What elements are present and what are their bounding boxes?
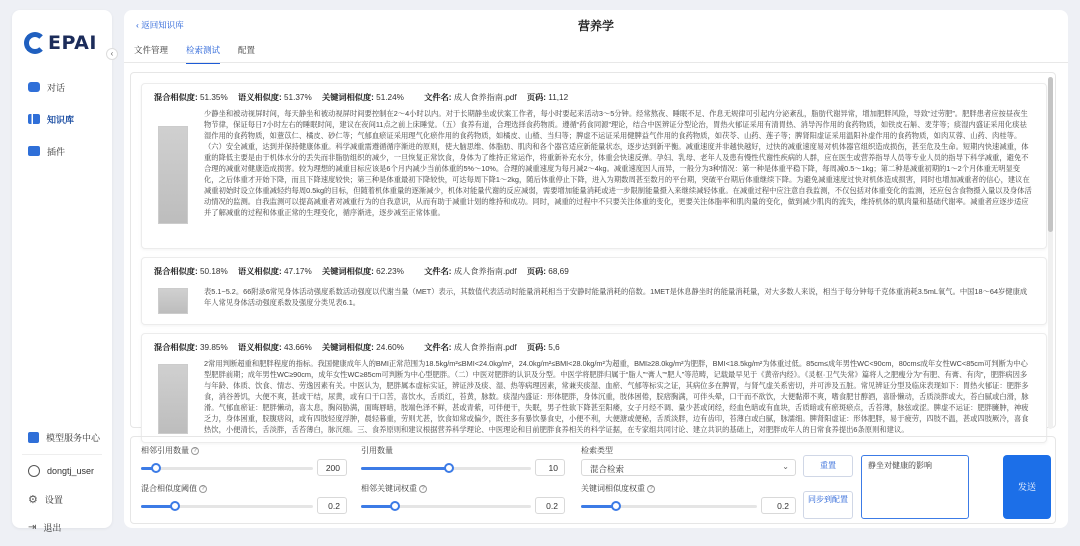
sidebar-item-chat[interactable] [22, 78, 102, 96]
sidebar-item-plugin[interactable] [22, 142, 102, 160]
keyword-similarity-weight-label [581, 483, 655, 494]
max-results-label: 引用数量 [361, 446, 393, 455]
help-icon[interactable]: ? [647, 485, 655, 493]
filename-label: 文件名: [424, 267, 452, 276]
search-type-value: 混合检索 [590, 464, 625, 474]
search-type-label: 检索类型 [581, 446, 613, 455]
hybrid-label: 混合相似度: [154, 267, 198, 276]
result-card[interactable] [141, 333, 1047, 443]
scroll-thumb[interactable] [1048, 77, 1053, 232]
sidebar-collapse-button[interactable]: ‹ [106, 48, 118, 60]
tab-config[interactable]: 配置 [238, 45, 256, 55]
hybrid-label: 混合相似度: [154, 343, 198, 352]
hybrid-threshold-slider[interactable] [141, 499, 313, 513]
sidebar-item-label: 对话 [47, 82, 66, 93]
tabs-divider [124, 62, 1068, 63]
filename-label: 文件名: [424, 343, 452, 352]
semantic-value: 43.66% [283, 343, 312, 352]
page-value: 11,12 [548, 93, 569, 102]
page-label: 页码: [526, 93, 546, 102]
filename-label: 文件名: [424, 93, 452, 102]
keyword-similarity-weight-slider[interactable] [581, 499, 757, 513]
result-text: 2常用判断超重和肥胖程度的指标。我国健康成年人的BMI正常范围为18.5kg/m²≤BMI<24.0kg/m²，24.0kg/m²≤BMI<28.0kg/m²为超重，BMI≥28.0kg/m²为肥胖，BMI<18.5kg/m²为体重过低。85cm≤成年男性WC<90cm，80cm≤成年女性WC<85cm可判断为中心型肥胖前期；成年男性WC≥90cm，成年女性WC≥85cm可判断为中心型肥胖。（二）中医对肥胖的认识及分型。中医学将肥胖归属于“脂人”“膏人”“肥人”等范畴，记载最早见于《黄帝内经》。《灵枢·卫气失常》篇将人之肥瘦分为“有肥、有膏、有肉”，肥胖病因多与年龄、体质、饮食、情志、劳逸因素有关。中医认为，肥胖属本虚标实证，辨证涉及痰、湿、热等病理因素，常兼夹痰湿、血瘀、气郁等标实之证，其病位多在脾胃，与肾气虚关系密切，并可涉及五脏。常见辨证分型及临床表现如下：胃热火郁证：肥胖多食，消谷善饥，大便不爽，甚或干结，尿黄，或有口干口苦，喜饮水，舌质红，苔黄，脉数。痰湿内盛证：形体肥胖，身体沉重，肢体困倦，脘痞胸满，可伴头晕，口干而不欲饮，大便黏滞不爽，嗜食肥甘醇酒，喜卧懒动，舌质淡胖或大，苔白腻或白滑，脉滑。气郁血瘀证：肥胖懒动，喜太息，胸闷胁满，面晦唇暗，肢端色泽不鲜，甚或青紫，可伴便干，失眠，男子性欲下降甚至阳痿，女子月经不调、量少甚或闭经，经血色暗或有血块，舌质暗或有瘀斑瘀点，舌苔薄，脉弦或涩。脾虚不运证：肥胖臃肿，神疲乏力，身体困重，脘腹痞闷，或有四肢轻度浮肿，晨轻暮重，劳则尤甚，饮食如常或偏少，既往多有暴饮暴食史，小便不利，大便溏或便秘，舌质淡胖，边有齿印，苔薄白或白腻，脉濡细。脾肾阳虚证：形体肥胖，易于疲劳，四肢不温，甚或四肢厥冷，喜食热饮，小便清长，舌淡胖，舌苔薄白，脉沉细。三、食养原则和建议根据营养科学理论、中医理论和目前肥胖食养相关的科学证据，在专家组共同讨论、建立共识的基础上，对肥胖成年人的日常食养提出6条原则和建议。 [204, 359, 1029, 434]
keyword-label: 关键词相似度: [322, 267, 374, 276]
document-thumbnail [158, 364, 188, 434]
result-card[interactable] [141, 83, 1047, 249]
slider-knob[interactable] [390, 501, 400, 511]
sidebar-item-user[interactable] [22, 462, 102, 480]
help-icon[interactable]: ? [199, 485, 207, 493]
result-header [154, 266, 577, 277]
sidebar-item-label: 设置 [44, 494, 63, 505]
top-k-label [141, 445, 199, 456]
document-thumbnail [158, 288, 188, 314]
tab-file-management[interactable]: 文件管理 [134, 45, 169, 55]
top-k-slider[interactable] [141, 461, 313, 475]
hybrid-value: 50.18% [199, 267, 228, 276]
results-scrollbar[interactable] [1048, 77, 1053, 429]
keyword-weight-slider[interactable] [361, 499, 531, 513]
keyword-label: 关键词相似度: [322, 343, 374, 352]
result-text: 少静坐和被动视屏时间，每天静坐和被动视屏时间要控制在2～4小时以内。对于长期静坐或伏案工作者，每小时要起来活动3～5分钟。经常熬夜、睡眠不足、作息无规律可引起内分泌紊乱，脂肪代谢异常，增加肥胖风险，导致“过劳肥”。肥胖患者应按昼夜生物节律，保证每日7小时左右的睡眠时间，建议在夜间11点之前上床睡觉。（五）食养有道，合理选择食药物质。遵循“药食同源”理论，结合中医辨证分型论治，胃热火郁证采用有清胃热、消导泻作用的食药物质，如铁皮石斛、麦芽等；痰湿内盛证采用化痰祛湿作用的食药物质，如薏苡仁、橘皮、砂仁等；气郁血瘀证采用理气化瘀作用的食药物质，如橘皮、山楂、当归等；脾虚不运证采用健脾益气作用的食药物质，如茯苓、山药、莲子等；脾肾阳虚证采用温阳补虚作用的食药物质，如肉苁蓉、山药、肉桂等。（六）安全减重，达到并保持健康体重。科学减重需遵循循序渐进的原则，使大脑思维、体脂肪、肌肉和各个器官适应新能量状态，逐步达到新平衡。减重速度并非越快越好，过快的减重速度易对机体器官组织造成损伤，甚至危及生命。短期内快速减重，体重的降低主要是由于机体水分的丢失而非脂肪组织的减少，一旦恢复正常饮食，身体为了维持正常运作，将重新补充水分，体重会快速反弹。孕妇、乳母、老年人及患有慢性代谢性疾病的人群，应在医生或营养指导人员等专业人员的指导下科学减重，避免不合理的减重对健康造成损害。较为理想的减重目标应该是6个月内减少当前体重的5%～10%。合理的减重速度为每月减2～4kg。减重速度因人而异，一般分为3种情况：第一种是体重平稳下降，每周减0.5～1kg；第二种是减重初期的1～2个月体重无明显变化，之后体重才开始下降，而且下降速度较快；第三种是体重最初下降较快，可达每周下降1～2kg，随后体重停止下降，进入为期数周甚至数月的平台期，突破平台期后体重继续下降。为避免减重速度过快对机体造成损害，同时也增加减重者的信心，建议在减重初始时设立体重减轻约每周0.5kg的目标，但随着机体重量的逐渐减少，机体对能量代谢的反应减弱，需要增加能量消耗或进一步限制能量摄入来继续减轻体重。在减重过程中应注意自我监测，不仅包括对体重变化的监测，还应包含食物摄入量以及身体活动情况的监测。自我监测可以提高减重者对减重行为的自我意识，从而有助于减重计划的维持和成功。同时，减重的过程中不只要关注体重的变化，更要关注体脂率和肌肉量的变化，做到减少肌肉的流失，维持机体的肌肉量和基础代谢率。减重者应逐步适应并了解减重的过程和体重正常的生理变化，循序渐进，逐步减至正常体重。 [204, 109, 1032, 217]
result-header [154, 342, 568, 353]
hybrid-value: 39.85% [199, 343, 228, 352]
semantic-value: 47.17% [283, 267, 312, 276]
hybrid-label: 混合相似度: [154, 93, 198, 102]
keyword-weight-label-text: 相邻关键词权重 [361, 484, 417, 493]
filename-value: 成人食养指南.pdf [453, 343, 517, 352]
sidebar-item-model-service[interactable] [22, 428, 102, 446]
top-k-label-text: 相邻引用数量 [141, 446, 189, 455]
sidebar-user-section [12, 462, 112, 546]
keyword-similarity-weight-label-text: 关键词相似度权重 [581, 484, 645, 493]
page-title: 营养学 [577, 19, 614, 33]
page-label: 页码: [526, 267, 546, 276]
plugin-icon [28, 146, 40, 156]
logout-icon: ⇥ [28, 521, 37, 533]
sidebar-divider [22, 454, 102, 455]
keyword-similarity-weight-input[interactable]: 0.2 [761, 497, 796, 514]
back-label: 返回知识库 [141, 20, 184, 30]
result-header [154, 92, 576, 103]
logo-mark-icon [24, 32, 46, 54]
page-value: 5,6 [548, 343, 560, 352]
slider-track [141, 467, 313, 470]
model-service-icon [28, 432, 39, 443]
sidebar-bottom [12, 428, 112, 456]
help-icon[interactable]: ? [191, 447, 199, 455]
filename-value: 成人食养指南.pdf [453, 93, 517, 102]
sync-to-config-button[interactable]: 同步到配置 [803, 491, 853, 519]
hybrid-threshold-label [141, 483, 207, 494]
max-results-slider[interactable] [361, 461, 531, 475]
query-input[interactable]: 静坐对健康的影响 [861, 455, 969, 519]
results-list [130, 72, 1056, 434]
keyword-value: 62.23% [376, 267, 404, 276]
help-icon[interactable]: ? [419, 485, 427, 493]
search-type-select[interactable] [581, 459, 796, 476]
top-k-input[interactable]: 200 [317, 459, 347, 476]
keyword-label: 关键词相似度: [322, 93, 374, 102]
slider-knob[interactable] [444, 463, 454, 473]
result-card[interactable] [141, 257, 1047, 325]
slider-knob[interactable] [170, 501, 180, 511]
slider-knob[interactable] [611, 501, 621, 511]
logo[interactable] [24, 32, 97, 54]
tab-retrieval-test[interactable]: 检索测试 [186, 44, 220, 64]
sidebar-nav [12, 70, 112, 174]
reset-button[interactable]: 重置 [803, 455, 853, 477]
page-label: 页码: [526, 343, 546, 352]
keyword-weight-input[interactable]: 0.2 [535, 497, 565, 514]
sidebar-item-label: 模型服务中心 [46, 432, 101, 443]
chevron-down-icon: ⌄ [782, 462, 789, 471]
page-value: 68,69 [548, 267, 569, 276]
filename-value: 成人食养指南.pdf [453, 267, 517, 276]
semantic-label: 语义相似度: [238, 267, 282, 276]
semantic-value: 51.37% [283, 93, 312, 102]
keyword-value: 51.24% [376, 93, 404, 102]
chevron-left-icon: ‹ [136, 20, 142, 30]
sidebar-item-label: 退出 [43, 522, 62, 533]
slider-fill [361, 467, 449, 470]
hybrid-value: 51.35% [199, 93, 228, 102]
sidebar-item-settings[interactable] [22, 490, 102, 508]
slider-knob[interactable] [151, 463, 161, 473]
send-button[interactable]: 发送 [1003, 455, 1051, 519]
gear-icon: ⚙ [28, 493, 38, 506]
semantic-label: 语义相似度: [238, 343, 282, 352]
keyword-value: 24.60% [376, 343, 404, 352]
keyword-weight-label [361, 483, 427, 494]
hybrid-threshold-label-text: 混合相似度阈值 [141, 484, 197, 493]
chat-icon [28, 82, 40, 92]
sidebar [12, 10, 112, 533]
logo-text: EPAI [48, 32, 97, 54]
sidebar-item-label: 插件 [47, 146, 66, 157]
user-icon [28, 465, 40, 477]
knowledge-base-icon [28, 114, 40, 124]
document-thumbnail [158, 126, 188, 224]
semantic-label: 语义相似度: [238, 93, 282, 102]
sidebar-item-knowledge-base[interactable] [22, 110, 102, 128]
max-results-input[interactable]: 10 [535, 459, 565, 476]
sidebar-item-label: 知识库 [47, 114, 75, 125]
hybrid-threshold-input[interactable]: 0.2 [317, 497, 347, 514]
main-panel [124, 10, 1068, 528]
sidebar-item-label: dongtj_user [47, 466, 95, 476]
result-text: 表5.1~5.2。66附录6常见身体活动强度系数活动强度以代谢当量（MET）表示，其数值代表活动时能量消耗相当于安静时能量消耗的倍数。1MET是休息静坐时的能量消耗量，对大多数人来说，相当于每分钟每千克体重消耗3.5mL氧气。中国18～64岁健康成年人常见身体活动强度系数及强度分类见表6.1。 [204, 287, 1028, 307]
tabs [134, 44, 273, 64]
sidebar-item-logout[interactable] [22, 518, 102, 536]
retrieval-controls [130, 436, 1056, 524]
